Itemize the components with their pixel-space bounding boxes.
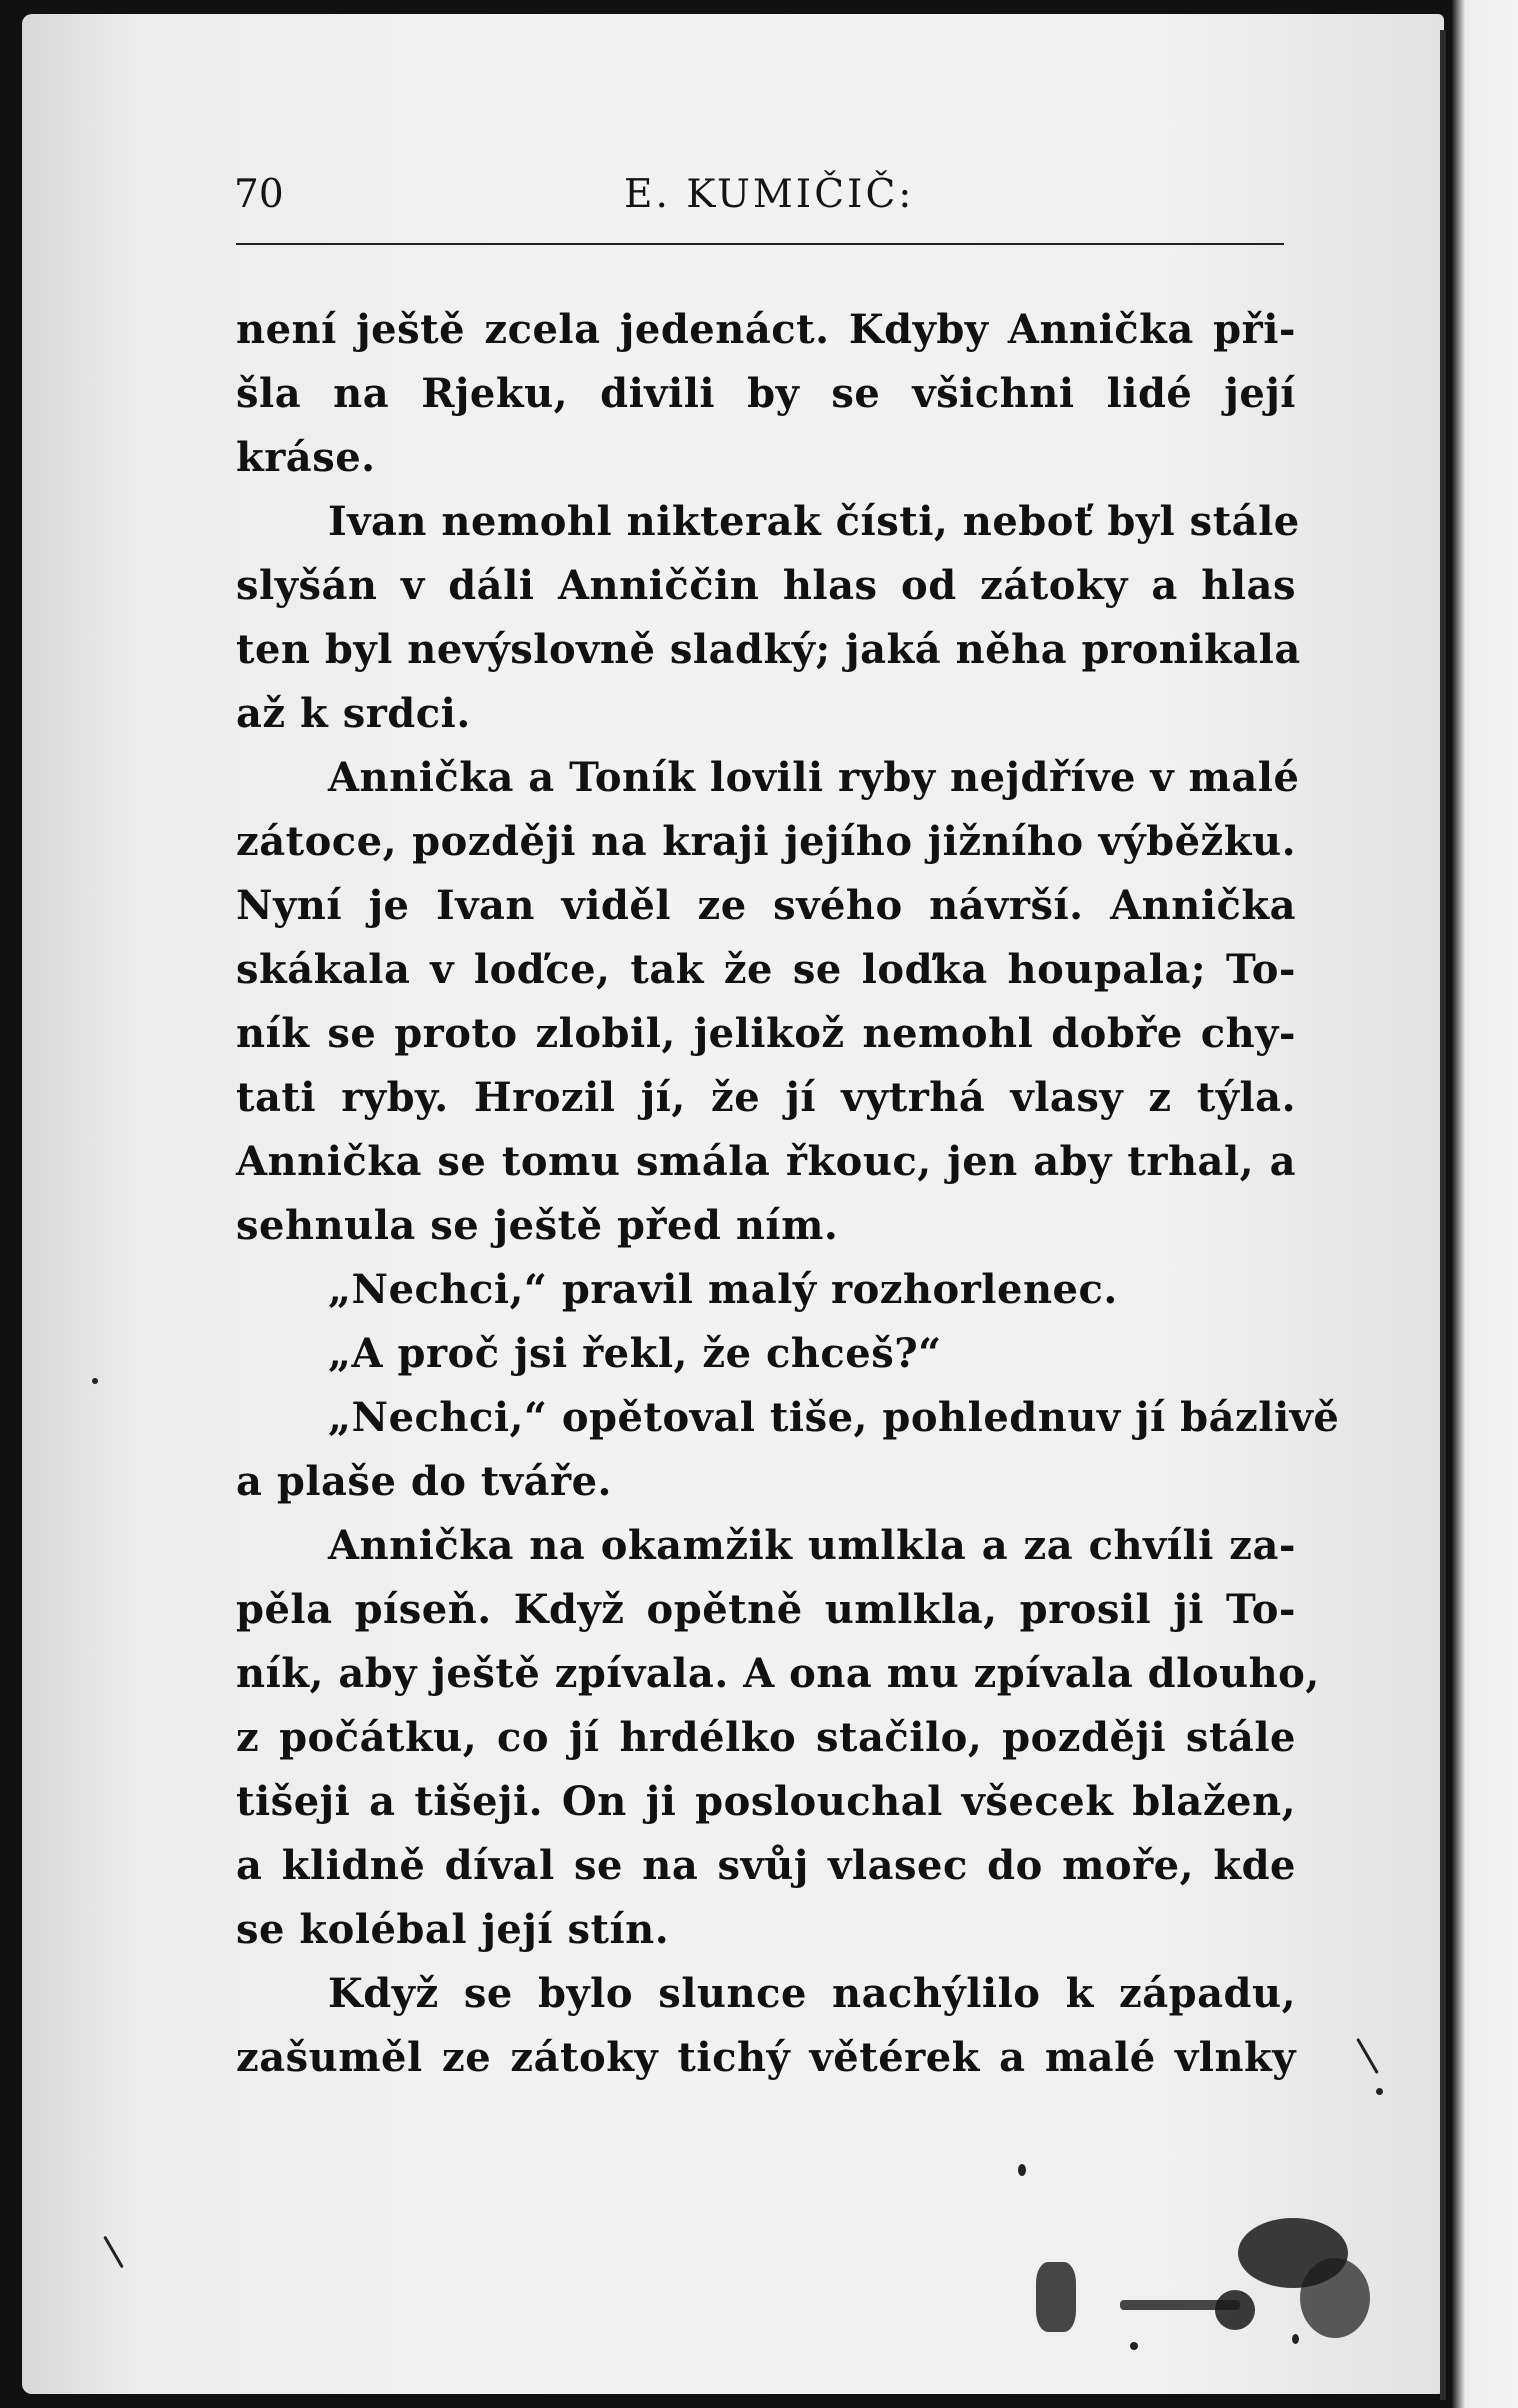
running-head-author: E. KUMIČIČ:: [624, 172, 915, 217]
header-rule: [236, 243, 1284, 245]
text-line: ník, aby ještě zpívala. A ona mu zpívala dlouho,: [236, 1650, 1320, 1697]
speck: [1292, 2334, 1299, 2344]
text-line: „Nechci,“ pravil malý rozhorlenec.: [328, 1266, 1118, 1313]
text-line: ten byl nevýslovně sladký; jaká něha pronikala: [236, 626, 1301, 673]
ink-stain: [1215, 2290, 1255, 2330]
running-head: [214, 172, 1284, 232]
text-line: a plaše do tváře.: [236, 1458, 612, 1505]
text-line: „A proč jsi řekl, že chceš?“: [328, 1330, 942, 1377]
text-line: Annička a Toník lovili ryby nejdříve v malé: [328, 754, 1300, 801]
text-line: sehnula se ještě před ním.: [236, 1202, 839, 1249]
text-line: slyšán v dáli Anniččin hlas od zátoky a hlas: [236, 562, 1296, 609]
text-line: „Nechci,“ opětoval tiše, pohlednuv jí bázlivě: [328, 1394, 1340, 1441]
text-line: šla na Rjeku, divili by se všichni lidé její: [236, 370, 1296, 417]
text-line: zátoce, později na kraji jejího jižního výběžku.: [236, 818, 1296, 865]
speck: [1018, 2164, 1026, 2176]
page-edge-shadow: [1440, 30, 1446, 2400]
text-line: pěla píseň. Když opětně umlkla, prosil ji To-: [236, 1586, 1296, 1633]
text-line: Nyní je Ivan viděl ze svého návrší. Annička: [236, 882, 1296, 929]
text-line: není ještě zcela jedenáct. Kdyby Annička při-: [236, 306, 1296, 353]
text-line: Když se bylo slunce nachýlilo k západu,: [328, 1970, 1296, 2017]
text-line: tati ryby. Hrozil jí, že jí vytrhá vlasy z týla.: [236, 1074, 1296, 1121]
text-line: až k srdci.: [236, 690, 471, 737]
body-text: [236, 298, 1340, 2090]
text-line: z počátku, co jí hrdélko stačilo, později stále: [236, 1714, 1296, 1761]
text-line: se kolébal její stín.: [236, 1906, 670, 1953]
text-line: zašuměl ze zátoky tichý větérek a malé vlnky: [236, 2034, 1296, 2081]
text-line: Ivan nemohl nikterak čísti, neboť byl stále: [328, 498, 1300, 545]
ink-stain: [1036, 2262, 1076, 2332]
text-line: a klidně díval se na svůj vlasec do moře, kde: [236, 1842, 1296, 1889]
speck: [1130, 2342, 1138, 2350]
text-line: ník se proto zlobil, jelikož nemohl dobře chy-: [236, 1010, 1296, 1057]
text-line: Annička se tomu smála řkouc, jen aby trhal, a: [236, 1138, 1296, 1185]
text-line: tišeji a tišeji. On ji poslouchal všecek blažen,: [236, 1778, 1296, 1825]
next-page-edge: [1452, 0, 1518, 2408]
speck: [1376, 2088, 1383, 2095]
text-line: kráse.: [236, 434, 376, 481]
text-line: Annička na okamžik umlkla a za chvíli za-: [328, 1522, 1296, 1569]
speck: [92, 1378, 98, 1384]
text-line: skákala v loďce, tak že se loďka houpala; To-: [236, 946, 1296, 993]
ink-stain: [1300, 2258, 1370, 2338]
page-number: 70: [234, 172, 284, 217]
